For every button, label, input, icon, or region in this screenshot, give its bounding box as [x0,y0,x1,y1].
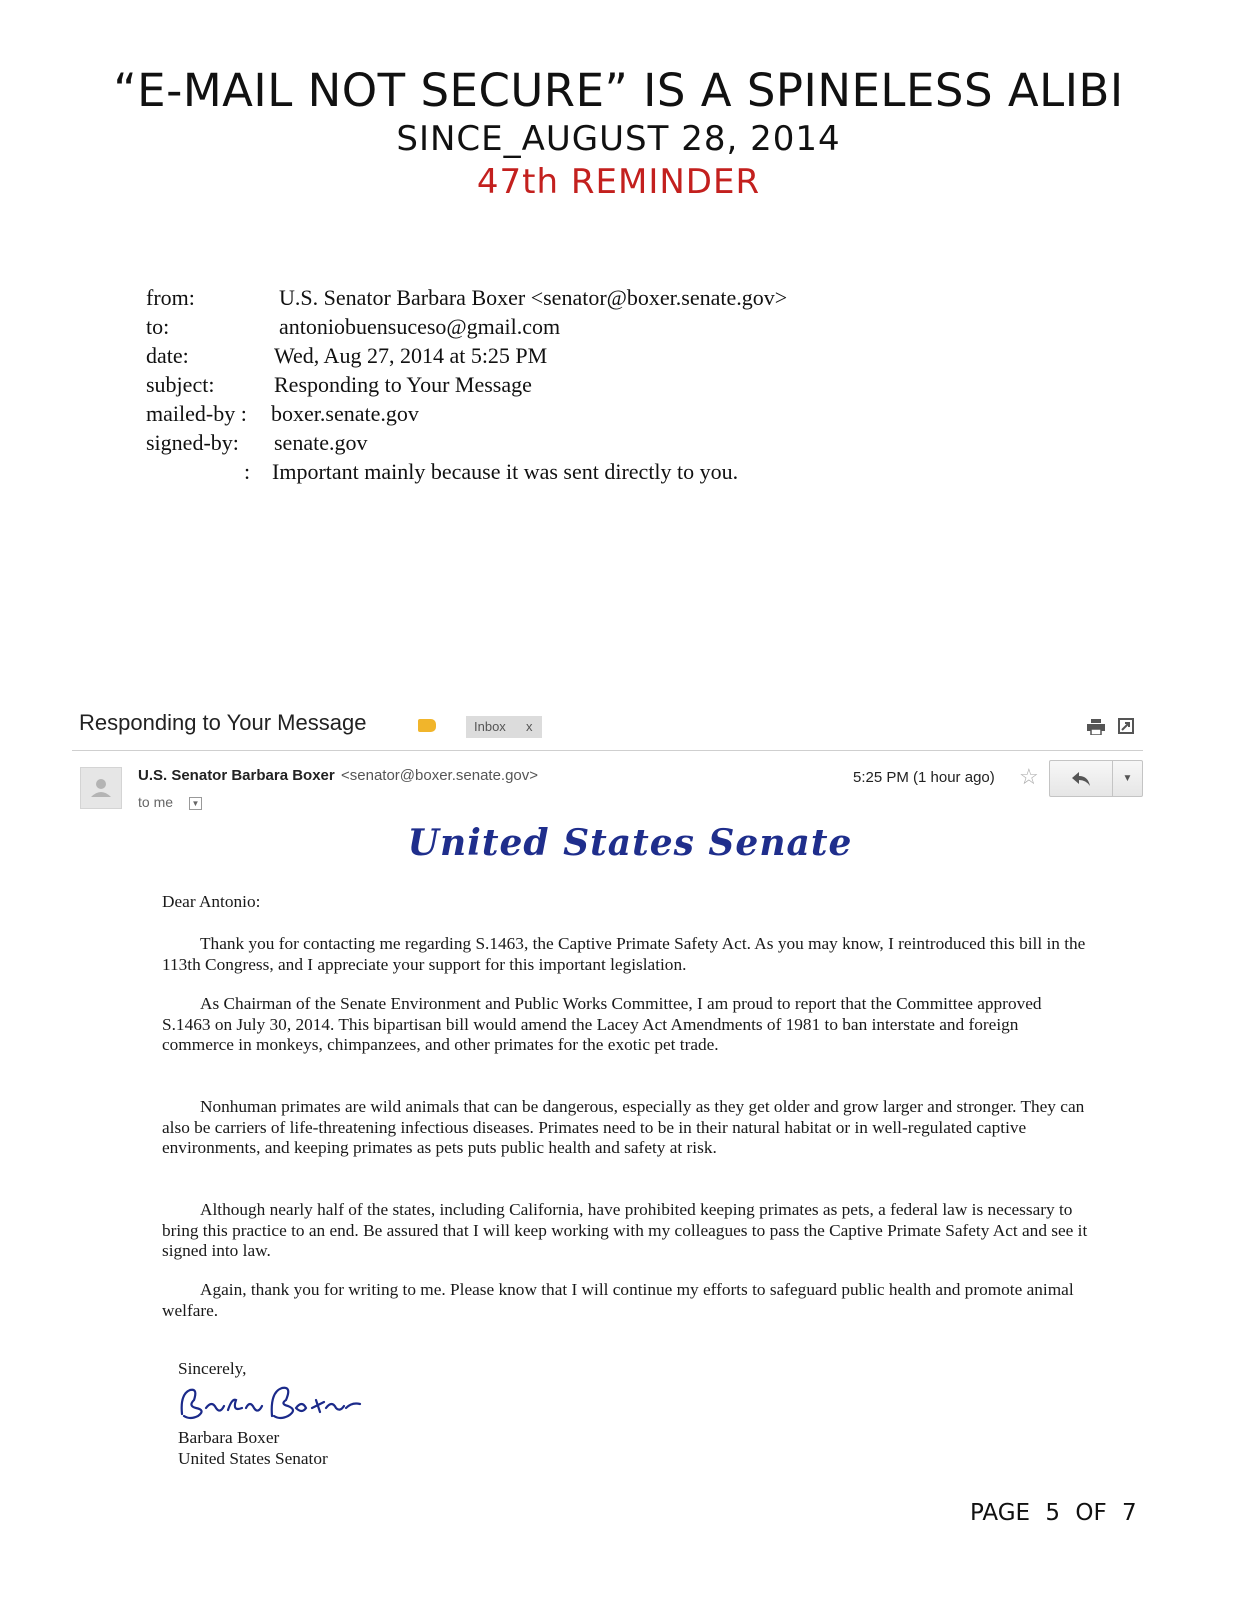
handwritten-signature [176,1378,366,1428]
header-divider [72,750,1143,751]
inbox-label-chip[interactable] [466,716,542,738]
sender-email: <senator@boxer.senate.gov> [341,767,539,784]
popout-icon[interactable] [1118,718,1134,734]
meta-value: antoniobuensuceso@gmail.com [279,314,561,339]
print-icon[interactable] [1086,719,1106,735]
meta-value: boxer.senate.gov [271,401,419,426]
signer-title: United States Senator [178,1449,328,1468]
reply-icon [1070,770,1094,788]
letter-paragraph: Thank you for contacting me regarding S.1463, the Captive Primate Safety Act. As you may know, I reintroduced this bill in the 113th Congress, and I appreciate your support for this important legislation. [162,934,1086,974]
salutation: Dear Antonio: [162,892,261,911]
meta-value: Important mainly because it was sent directly to you. [272,459,739,484]
letter-paragraph: As Chairman of the Senate Environment and Public Works Committee, I am proud to report that the Committee approved S.1463 on July 30, 2014. This bipartisan bill would amend the Lacey Act Amendments of 1981 to ban interstate and foreign commerce in monkeys, chimpanzees, and other primates for the exotic pet trade. [162,994,1042,1054]
meta-key: to: [146,314,170,339]
meta-key: mailed-by : [146,401,247,426]
reply-button[interactable] [1049,760,1113,797]
closing: Sincerely, [178,1359,247,1378]
more-actions-button[interactable]: ▼ [1112,760,1143,797]
page-number [970,1500,1137,1526]
message-timestamp: 5:25 PM (1 hour ago) [853,769,995,786]
meta-key: from: [146,285,195,310]
reminder-count: 47th REMINDER [476,162,761,202]
close-icon[interactable]: x [526,719,533,734]
avatar-icon [80,767,122,809]
since-date: SINCE_AUGUST 28, 2014 [396,119,841,159]
letterhead: United States Senate [407,822,853,864]
page-label: PAGE [970,1500,1031,1526]
letter-paragraph: Again, thank you for writing to me. Please know that I will continue my efforts to safeguard public health and promote animal welfare. [162,1280,1074,1320]
meta-value: U.S. Senator Barbara Boxer <senator@boxer.senate.gov> [279,285,788,310]
recipient-label: to me [138,794,174,810]
meta-value: Wed, Aug 27, 2014 at 5:25 PM [274,343,548,368]
headline: “E-MAIL NOT SECURE” IS A SPINELESS ALIBI [113,64,1124,117]
meta-key: signed-by: [146,430,239,455]
page-current: 5 [1045,1500,1061,1526]
sender-name[interactable]: U.S. Senator Barbara Boxer [138,767,335,784]
inbox-label-text: Inbox [474,719,506,734]
meta-key: subject: [146,372,215,397]
meta-key: date: [146,343,189,368]
letter-paragraph: Nonhuman primates are wild animals that can be dangerous, especially as they get older and grow larger and stronger. They can also be carriers of life-threatening infectious diseases. Primates need to be in their natural habitat or in well-regulated captive environments, and keeping primates as pets puts public health and safety at risk. [162,1097,1085,1157]
meta-key: : [244,459,251,484]
tag-icon[interactable] [418,719,436,732]
page-total: 7 [1122,1500,1137,1526]
star-icon[interactable]: ☆ [1019,764,1039,789]
meta-value: Responding to Your Message [274,372,532,397]
of-label: OF [1075,1500,1107,1526]
meta-value: senate.gov [274,430,368,455]
signer-name: Barbara Boxer [178,1428,280,1447]
message-subject: Responding to Your Message [79,710,367,735]
chevron-down-icon[interactable]: ▼ [189,797,202,810]
letter-paragraph: Although nearly half of the states, including California, have prohibited keeping primates as pets, a federal law is necessary to bring this practice to an end. Be assured that I will keep working with my colleagues to pass the Captive Primate Safety Act and see it signed into law. [162,1200,1088,1260]
